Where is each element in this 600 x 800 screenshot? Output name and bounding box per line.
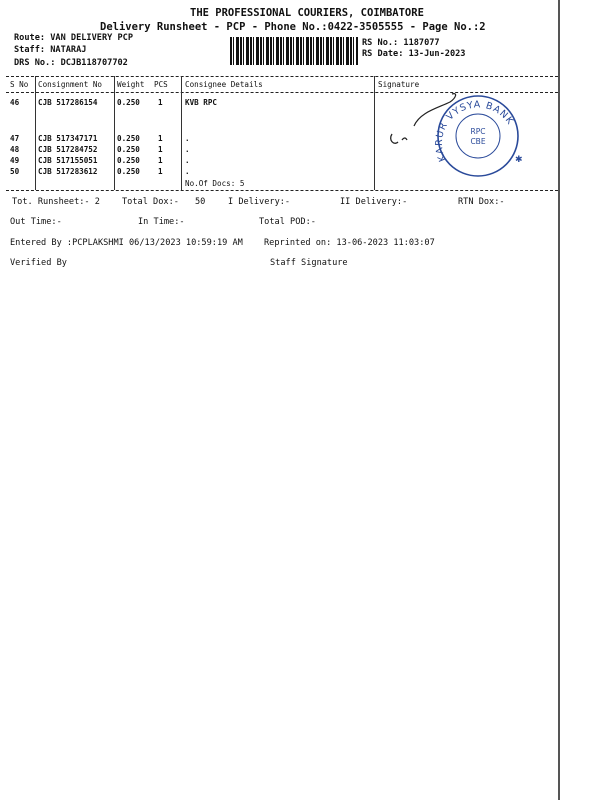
barcode [230, 37, 358, 65]
row-consignee: . [185, 156, 190, 165]
in-time: In Time:- [138, 217, 185, 227]
row-consignee: KVB RPC [185, 98, 218, 107]
stamp-line1: RPC [470, 127, 486, 136]
drs-number [14, 58, 128, 68]
company-name: THE PROFESSIONAL COURIERS, COIMBATORE [190, 7, 424, 19]
row-weight: 0.250 [117, 145, 140, 154]
tot-runsheet: Tot. Runsheet:- 2 [12, 197, 100, 207]
row-consignment: CJB 517155051 [38, 156, 98, 165]
bank-stamp [434, 96, 523, 176]
route-label: Route: VAN DELIVERY PCP [14, 33, 133, 43]
row-consignment: CJB 517284752 [38, 145, 98, 154]
column-header-consignment: Consignment No [38, 80, 103, 89]
handwritten-signature [391, 134, 407, 143]
page-edge-line [558, 0, 560, 800]
stamp-bank-name: KARUR VYSYA BANK [433, 99, 516, 164]
row-weight: 0.250 [117, 167, 140, 176]
row-weight: 0.250 [117, 156, 140, 165]
row-sno: 47 [10, 134, 20, 143]
drs-value: DCJB118707702 [60, 58, 128, 68]
stamp-line2: CBE [470, 137, 486, 146]
runsheet-title: Delivery Runsheet - PCP - Phone No.:0422-3505555 - Page No.:2 [100, 21, 486, 33]
ii-delivery: II Delivery:- [340, 197, 408, 207]
row-weight: 0.250 [117, 134, 140, 143]
out-time: Out Time:- [10, 217, 62, 227]
docs-count: No.Of Docs: 5 [185, 179, 245, 188]
row-sno: 46 [10, 98, 20, 107]
row-pcs: 1 [158, 156, 163, 165]
table-top-rule [6, 76, 558, 77]
table-bottom-rule [6, 190, 558, 191]
rtn-dox: RTN Dox:- [458, 197, 505, 207]
column-header-weight: Weight [117, 80, 145, 89]
stamp-star-icon: ✱ [515, 155, 523, 165]
row-consignment: CJB 517286154 [38, 98, 98, 107]
column-header-pcs: PCS [154, 80, 168, 89]
signature-and-stamp [380, 88, 530, 188]
column-header-consignee: Consignee Details [185, 80, 263, 89]
rs-date: RS Date: 13-Jun-2023 [362, 49, 466, 59]
column-header-signature: Signature [378, 80, 420, 89]
row-pcs: 1 [158, 134, 163, 143]
row-pcs: 1 [158, 167, 163, 176]
reprinted-on: Reprinted on: 13-06-2023 11:03:07 [264, 238, 435, 248]
staff-label: Staff: NATARAJ [14, 45, 87, 55]
row-weight: 0.250 [117, 98, 140, 107]
row-pcs: 1 [158, 145, 163, 154]
row-consignment: CJB 517283612 [38, 167, 98, 176]
total-dox-value: 50 [195, 197, 206, 207]
row-sno: 50 [10, 167, 20, 176]
row-consignment: CJB 517347171 [38, 134, 98, 143]
row-consignee: . [185, 145, 190, 154]
total-dox-label: Total Dox:- [122, 197, 179, 207]
row-sno: 48 [10, 145, 20, 154]
row-sno: 49 [10, 156, 20, 165]
rs-number: RS No.: 1187077 [362, 38, 440, 48]
i-delivery: I Delivery:- [228, 197, 291, 207]
total-pod: Total POD:- [259, 217, 316, 227]
staff-signature: Staff Signature [270, 258, 348, 268]
row-pcs: 1 [158, 98, 163, 107]
column-header-sno: S No [10, 80, 29, 89]
row-consignee: . [185, 134, 190, 143]
row-consignee: . [185, 167, 190, 176]
entered-by: Entered By :PCPLAKSHMI 06/13/2023 10:59:19 AM [10, 238, 243, 248]
drs-label: DRS No.: [14, 58, 61, 68]
verified-by: Verified By [10, 258, 67, 268]
